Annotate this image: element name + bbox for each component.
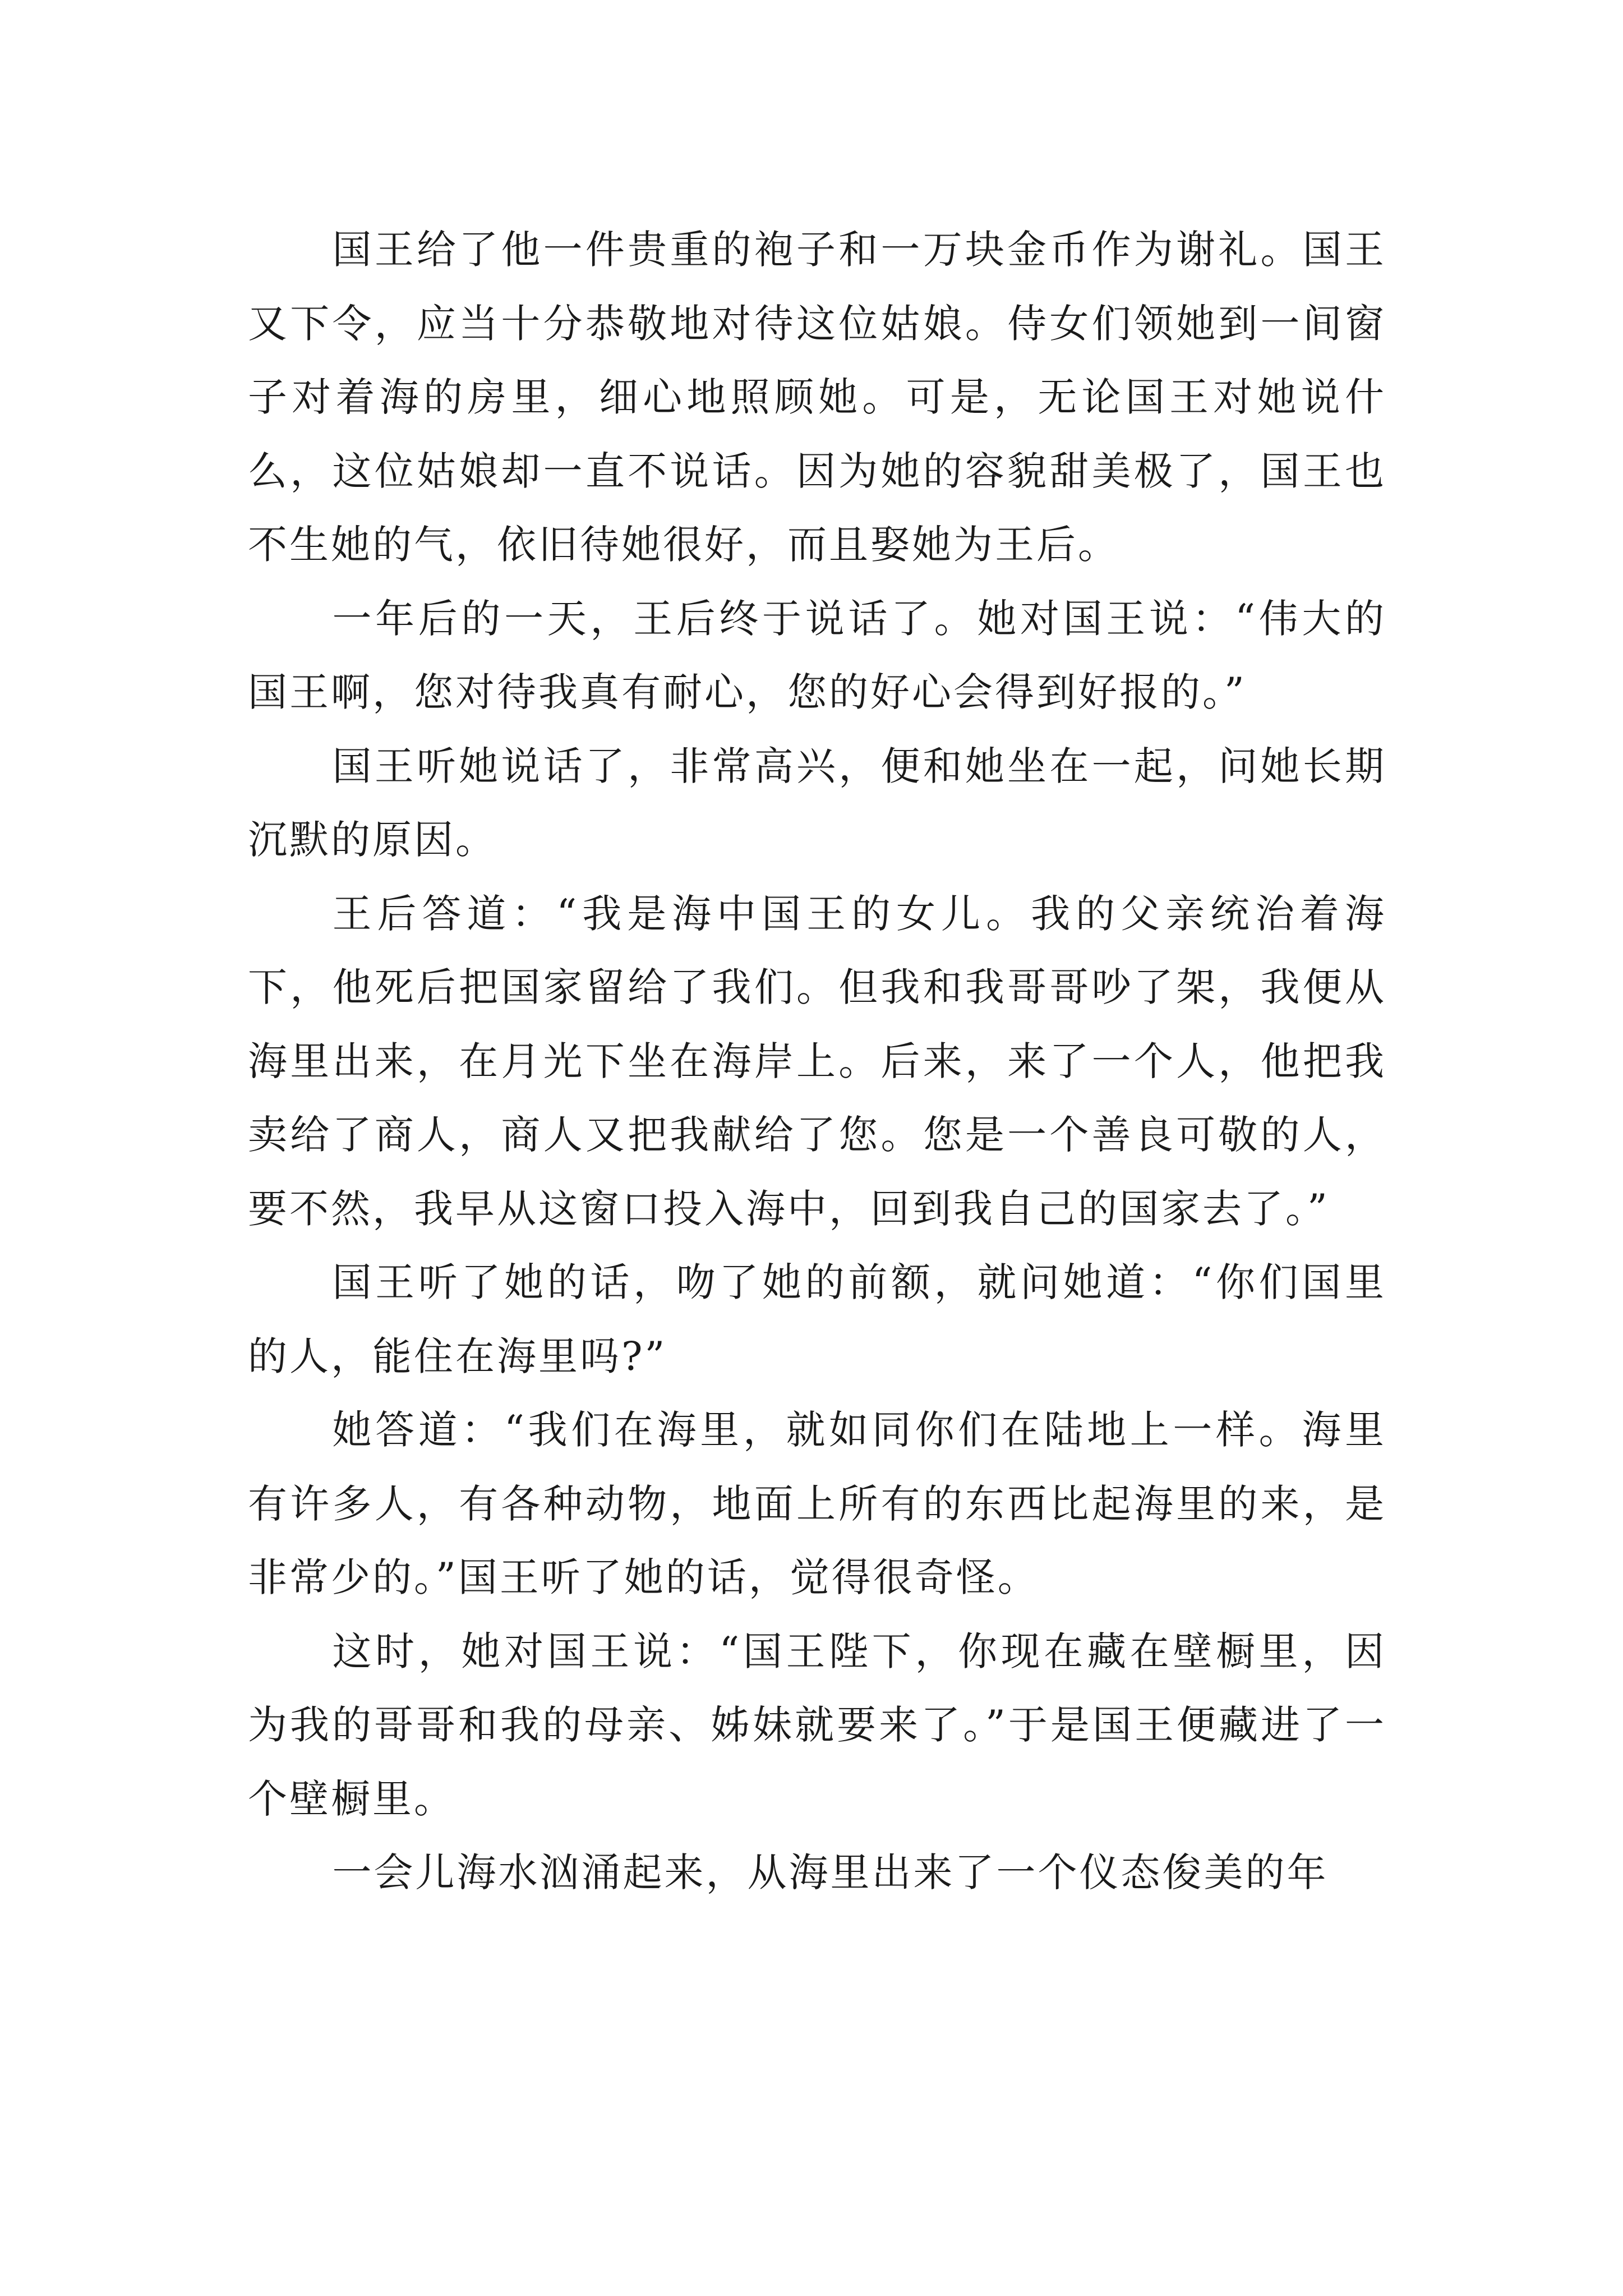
paragraph: 国王听她说话了，非常高兴，便和她坐在一起，问她长期沉默的原因。 bbox=[248, 743, 1386, 863]
paragraph: 王后答道：“我是海中国王的女儿。我的父亲统治着海下，他死后把国家留给了我们。但我和我哥哥吵了架，我便从海里出来，在月光下坐在海岸上。后来，来了一个人，他把我卖给了商人，商人又把我献给了您。您是一个善良可敬的人，要不然，我早从这窗口投入海中，回到我自己的国家去了。” bbox=[248, 890, 1386, 1232]
paragraph: 这时，她对国王说：“国王陛下，你现在藏在壁橱里，因为我的哥哥和我的母亲、姊妹就要来了。”于是国王便藏进了一个壁橱里。 bbox=[248, 1628, 1386, 1822]
paragraph: 国王给了他一件贵重的袍子和一万块金币作为谢礼。国王又下令，应当十分恭敬地对待这位姑娘。侍女们领她到一间窗子对着海的房里，细心地照顾她。可是，无论国王对她说什么，这位姑娘却一直不说话。因为她的容貌甜美极了，国王也不生她的气，依旧待她很好，而且娶她为王后。 bbox=[248, 227, 1386, 568]
paragraph: 一会儿海水汹涌起来，从海里出来了一个仪态俊美的年 bbox=[332, 1849, 1329, 1895]
body-text bbox=[248, 213, 1386, 1910]
paragraph: 国王听了她的话，吻了她的前额，就问她道：“你们国里的人，能住在海里吗?” bbox=[248, 1259, 1386, 1379]
paragraph: 一年后的一天，王后终于说话了。她对国王说：“伟大的国王啊，您对待我真有耐心，您的好心会得到好报的。” bbox=[248, 595, 1386, 715]
paragraph: 她答道：“我们在海里，就如同你们在陆地上一样。海里有许多人，有各种动物，地面上所有的东西比起海里的来，是非常少的。”国王听了她的话，觉得很奇怪。 bbox=[248, 1407, 1386, 1600]
